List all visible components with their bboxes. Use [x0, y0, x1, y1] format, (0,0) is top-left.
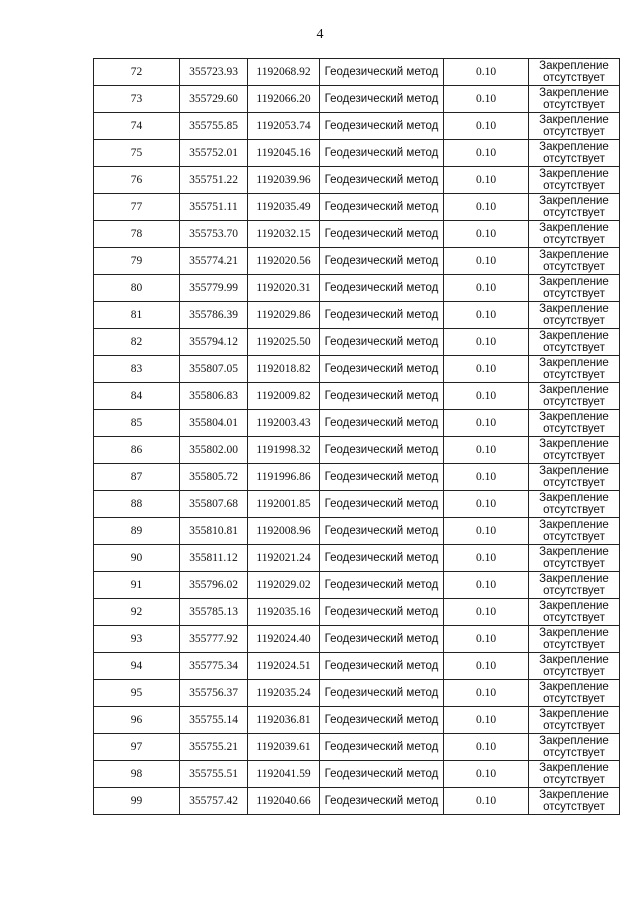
- note-line-2: отсутствует: [543, 477, 605, 489]
- table-row: [94, 194, 620, 221]
- accuracy-cell: 0.10: [444, 680, 529, 707]
- note-line-2: отсутствует: [543, 234, 605, 246]
- note-cell: [529, 167, 620, 194]
- table-row: [94, 302, 620, 329]
- page-number: 4: [316, 27, 324, 42]
- note-line-1: Закрепление: [539, 708, 609, 720]
- x-coordinate: 355777.92: [180, 626, 248, 653]
- y-coordinate: 1192025.50: [248, 329, 320, 356]
- x-coordinate: 355811.12: [180, 545, 248, 572]
- note-line-2: отсутствует: [543, 180, 605, 192]
- method-cell: Геодезический метод: [320, 221, 444, 248]
- table-row: [94, 572, 620, 599]
- note-line-2: отсутствует: [543, 504, 605, 516]
- x-coordinate: 355802.00: [180, 437, 248, 464]
- y-coordinate: 1192040.66: [248, 788, 320, 815]
- point-number: 79: [94, 248, 180, 275]
- y-coordinate: 1192009.82: [248, 383, 320, 410]
- note-line-1: Закрепление: [539, 735, 609, 747]
- y-coordinate: 1192029.02: [248, 572, 320, 599]
- note-line-1: Закрепление: [539, 168, 609, 180]
- note-cell: [529, 356, 620, 383]
- point-number: 99: [94, 788, 180, 815]
- table-row: [94, 626, 620, 653]
- note-line-2: отсутствует: [543, 720, 605, 732]
- note-line-2: отсутствует: [543, 693, 605, 705]
- table-row: [94, 680, 620, 707]
- note-line-2: отсутствует: [543, 423, 605, 435]
- method-cell: Геодезический метод: [320, 140, 444, 167]
- method-cell: Геодезический метод: [320, 545, 444, 572]
- y-coordinate: 1192036.81: [248, 707, 320, 734]
- method-cell: Геодезический метод: [320, 437, 444, 464]
- table-row: [94, 59, 620, 86]
- point-number: 93: [94, 626, 180, 653]
- point-number: 92: [94, 599, 180, 626]
- table-row: [94, 761, 620, 788]
- note-line-1: Закрепление: [539, 195, 609, 207]
- method-cell: Геодезический метод: [320, 572, 444, 599]
- accuracy-cell: 0.10: [444, 626, 529, 653]
- point-number: 84: [94, 383, 180, 410]
- accuracy-cell: 0.10: [444, 707, 529, 734]
- accuracy-cell: 0.10: [444, 167, 529, 194]
- note-line-1: Закрепление: [539, 789, 609, 801]
- method-cell: Геодезический метод: [320, 464, 444, 491]
- point-number: 89: [94, 518, 180, 545]
- note-line-1: Закрепление: [539, 303, 609, 315]
- note-line-1: Закрепление: [539, 519, 609, 531]
- x-coordinate: 355755.51: [180, 761, 248, 788]
- note-cell: [529, 194, 620, 221]
- note-cell: [529, 275, 620, 302]
- table-row: [94, 707, 620, 734]
- accuracy-cell: 0.10: [444, 140, 529, 167]
- note-cell: [529, 491, 620, 518]
- note-cell: [529, 140, 620, 167]
- note-line-2: отсутствует: [543, 396, 605, 408]
- note-cell: [529, 707, 620, 734]
- note-line-1: Закрепление: [539, 114, 609, 126]
- note-cell: [529, 734, 620, 761]
- note-line-2: отсутствует: [543, 450, 605, 462]
- method-cell: Геодезический метод: [320, 275, 444, 302]
- accuracy-cell: 0.10: [444, 113, 529, 140]
- note-line-2: отсутствует: [543, 153, 605, 165]
- coordinates-table: [93, 58, 620, 815]
- table-row: [94, 275, 620, 302]
- x-coordinate: 355774.21: [180, 248, 248, 275]
- accuracy-cell: 0.10: [444, 248, 529, 275]
- accuracy-cell: 0.10: [444, 572, 529, 599]
- note-line-2: отсутствует: [543, 99, 605, 111]
- note-cell: [529, 599, 620, 626]
- y-coordinate: 1192039.96: [248, 167, 320, 194]
- point-number: 86: [94, 437, 180, 464]
- y-coordinate: 1192045.16: [248, 140, 320, 167]
- note-line-2: отсутствует: [543, 639, 605, 651]
- note-cell: [529, 113, 620, 140]
- x-coordinate: 355785.13: [180, 599, 248, 626]
- table-row: [94, 140, 620, 167]
- note-cell: [529, 410, 620, 437]
- accuracy-cell: 0.10: [444, 788, 529, 815]
- x-coordinate: 355807.05: [180, 356, 248, 383]
- x-coordinate: 355729.60: [180, 86, 248, 113]
- note-cell: [529, 248, 620, 275]
- x-coordinate: 355751.11: [180, 194, 248, 221]
- x-coordinate: 355779.99: [180, 275, 248, 302]
- accuracy-cell: 0.10: [444, 734, 529, 761]
- accuracy-cell: 0.10: [444, 221, 529, 248]
- accuracy-cell: 0.10: [444, 59, 529, 86]
- note-line-1: Закрепление: [539, 276, 609, 288]
- accuracy-cell: 0.10: [444, 518, 529, 545]
- x-coordinate: 355805.72: [180, 464, 248, 491]
- note-line-2: отсутствует: [543, 342, 605, 354]
- note-line-1: Закрепление: [539, 681, 609, 693]
- note-line-2: отсутствует: [543, 207, 605, 219]
- y-coordinate: 1192039.61: [248, 734, 320, 761]
- note-line-2: отсутствует: [543, 126, 605, 138]
- note-line-1: Закрепление: [539, 357, 609, 369]
- method-cell: Геодезический метод: [320, 194, 444, 221]
- table-row: [94, 113, 620, 140]
- point-number: 73: [94, 86, 180, 113]
- y-coordinate: 1192024.40: [248, 626, 320, 653]
- table-body: [94, 59, 620, 815]
- method-cell: Геодезический метод: [320, 167, 444, 194]
- y-coordinate: 1192001.85: [248, 491, 320, 518]
- x-coordinate: 355753.70: [180, 221, 248, 248]
- method-cell: Геодезический метод: [320, 329, 444, 356]
- note-line-1: Закрепление: [539, 330, 609, 342]
- method-cell: Геодезический метод: [320, 356, 444, 383]
- note-cell: [529, 329, 620, 356]
- accuracy-cell: 0.10: [444, 356, 529, 383]
- point-number: 80: [94, 275, 180, 302]
- note-line-1: Закрепление: [539, 762, 609, 774]
- note-cell: [529, 464, 620, 491]
- x-coordinate: 355755.85: [180, 113, 248, 140]
- table-row: [94, 734, 620, 761]
- point-number: 83: [94, 356, 180, 383]
- point-number: 77: [94, 194, 180, 221]
- note-line-2: отсутствует: [543, 801, 605, 813]
- accuracy-cell: 0.10: [444, 464, 529, 491]
- method-cell: Геодезический метод: [320, 302, 444, 329]
- x-coordinate: 355755.21: [180, 734, 248, 761]
- method-cell: Геодезический метод: [320, 248, 444, 275]
- note-cell: [529, 383, 620, 410]
- note-line-2: отсутствует: [543, 612, 605, 624]
- table-row: [94, 653, 620, 680]
- note-line-2: отсутствует: [543, 558, 605, 570]
- point-number: 90: [94, 545, 180, 572]
- x-coordinate: 355752.01: [180, 140, 248, 167]
- note-cell: [529, 518, 620, 545]
- y-coordinate: 1192008.96: [248, 518, 320, 545]
- accuracy-cell: 0.10: [444, 437, 529, 464]
- method-cell: Геодезический метод: [320, 599, 444, 626]
- note-line-2: отсутствует: [543, 72, 605, 84]
- note-line-1: Закрепление: [539, 654, 609, 666]
- accuracy-cell: 0.10: [444, 194, 529, 221]
- note-line-1: Закрепление: [539, 438, 609, 450]
- method-cell: Геодезический метод: [320, 761, 444, 788]
- table-row: [94, 167, 620, 194]
- note-line-1: Закрепление: [539, 384, 609, 396]
- table-row: [94, 383, 620, 410]
- method-cell: Геодезический метод: [320, 410, 444, 437]
- accuracy-cell: 0.10: [444, 329, 529, 356]
- note-line-1: Закрепление: [539, 465, 609, 477]
- x-coordinate: 355757.42: [180, 788, 248, 815]
- table-row: [94, 518, 620, 545]
- accuracy-cell: 0.10: [444, 653, 529, 680]
- point-number: 94: [94, 653, 180, 680]
- accuracy-cell: 0.10: [444, 275, 529, 302]
- x-coordinate: 355756.37: [180, 680, 248, 707]
- accuracy-cell: 0.10: [444, 491, 529, 518]
- note-line-2: отсутствует: [543, 531, 605, 543]
- method-cell: Геодезический метод: [320, 491, 444, 518]
- note-cell: [529, 788, 620, 815]
- table-row: [94, 788, 620, 815]
- point-number: 74: [94, 113, 180, 140]
- y-coordinate: 1192020.31: [248, 275, 320, 302]
- x-coordinate: 355786.39: [180, 302, 248, 329]
- note-line-2: отсутствует: [543, 774, 605, 786]
- x-coordinate: 355807.68: [180, 491, 248, 518]
- point-number: 95: [94, 680, 180, 707]
- note-cell: [529, 626, 620, 653]
- point-number: 96: [94, 707, 180, 734]
- table-row: [94, 221, 620, 248]
- method-cell: Геодезический метод: [320, 518, 444, 545]
- method-cell: Геодезический метод: [320, 788, 444, 815]
- y-coordinate: 1192053.74: [248, 113, 320, 140]
- point-number: 85: [94, 410, 180, 437]
- y-coordinate: 1192035.24: [248, 680, 320, 707]
- note-cell: [529, 437, 620, 464]
- x-coordinate: 355796.02: [180, 572, 248, 599]
- y-coordinate: 1192021.24: [248, 545, 320, 572]
- method-cell: Геодезический метод: [320, 383, 444, 410]
- y-coordinate: 1192003.43: [248, 410, 320, 437]
- note-cell: [529, 572, 620, 599]
- table-row: [94, 545, 620, 572]
- x-coordinate: 355806.83: [180, 383, 248, 410]
- table-row: [94, 86, 620, 113]
- note-cell: [529, 761, 620, 788]
- accuracy-cell: 0.10: [444, 599, 529, 626]
- point-number: 82: [94, 329, 180, 356]
- y-coordinate: 1192032.15: [248, 221, 320, 248]
- note-line-2: отсутствует: [543, 585, 605, 597]
- point-number: 97: [94, 734, 180, 761]
- note-line-2: отсутствует: [543, 369, 605, 381]
- table-row: [94, 248, 620, 275]
- note-line-1: Закрепление: [539, 141, 609, 153]
- note-line-1: Закрепление: [539, 222, 609, 234]
- table-row: [94, 464, 620, 491]
- y-coordinate: 1192068.92: [248, 59, 320, 86]
- y-coordinate: 1191998.32: [248, 437, 320, 464]
- note-line-1: Закрепление: [539, 492, 609, 504]
- point-number: 76: [94, 167, 180, 194]
- table-row: [94, 329, 620, 356]
- table-row: [94, 410, 620, 437]
- y-coordinate: 1192035.16: [248, 599, 320, 626]
- point-number: 72: [94, 59, 180, 86]
- accuracy-cell: 0.10: [444, 410, 529, 437]
- y-coordinate: 1192018.82: [248, 356, 320, 383]
- y-coordinate: 1192035.49: [248, 194, 320, 221]
- x-coordinate: 355775.34: [180, 653, 248, 680]
- note-cell: [529, 302, 620, 329]
- point-number: 81: [94, 302, 180, 329]
- method-cell: Геодезический метод: [320, 680, 444, 707]
- note-line-2: отсутствует: [543, 315, 605, 327]
- y-coordinate: 1192066.20: [248, 86, 320, 113]
- y-coordinate: 1191996.86: [248, 464, 320, 491]
- note-line-2: отсутствует: [543, 666, 605, 678]
- x-coordinate: 355751.22: [180, 167, 248, 194]
- method-cell: Геодезический метод: [320, 626, 444, 653]
- note-cell: [529, 221, 620, 248]
- method-cell: Геодезический метод: [320, 113, 444, 140]
- method-cell: Геодезический метод: [320, 653, 444, 680]
- note-line-1: Закрепление: [539, 249, 609, 261]
- point-number: 88: [94, 491, 180, 518]
- accuracy-cell: 0.10: [444, 545, 529, 572]
- point-number: 87: [94, 464, 180, 491]
- note-cell: [529, 545, 620, 572]
- note-line-1: Закрепление: [539, 60, 609, 72]
- note-line-2: отсутствует: [543, 261, 605, 273]
- x-coordinate: 355804.01: [180, 410, 248, 437]
- note-line-1: Закрепление: [539, 411, 609, 423]
- point-number: 75: [94, 140, 180, 167]
- method-cell: Геодезический метод: [320, 59, 444, 86]
- note-cell: [529, 680, 620, 707]
- note-line-1: Закрепление: [539, 87, 609, 99]
- point-number: 98: [94, 761, 180, 788]
- note-line-2: отсутствует: [543, 288, 605, 300]
- y-coordinate: 1192020.56: [248, 248, 320, 275]
- y-coordinate: 1192024.51: [248, 653, 320, 680]
- accuracy-cell: 0.10: [444, 761, 529, 788]
- note-cell: [529, 59, 620, 86]
- accuracy-cell: 0.10: [444, 302, 529, 329]
- note-line-2: отсутствует: [543, 747, 605, 759]
- accuracy-cell: 0.10: [444, 86, 529, 113]
- accuracy-cell: 0.10: [444, 383, 529, 410]
- point-number: 78: [94, 221, 180, 248]
- point-number: 91: [94, 572, 180, 599]
- x-coordinate: 355794.12: [180, 329, 248, 356]
- table-row: [94, 356, 620, 383]
- x-coordinate: 355723.93: [180, 59, 248, 86]
- x-coordinate: 355755.14: [180, 707, 248, 734]
- note-line-1: Закрепление: [539, 546, 609, 558]
- method-cell: Геодезический метод: [320, 707, 444, 734]
- note-cell: [529, 86, 620, 113]
- x-coordinate: 355810.81: [180, 518, 248, 545]
- method-cell: Геодезический метод: [320, 734, 444, 761]
- note-line-1: Закрепление: [539, 573, 609, 585]
- method-cell: Геодезический метод: [320, 86, 444, 113]
- y-coordinate: 1192029.86: [248, 302, 320, 329]
- table-row: [94, 491, 620, 518]
- table-row: [94, 437, 620, 464]
- note-cell: [529, 653, 620, 680]
- y-coordinate: 1192041.59: [248, 761, 320, 788]
- table-row: [94, 599, 620, 626]
- note-line-1: Закрепление: [539, 627, 609, 639]
- note-line-1: Закрепление: [539, 600, 609, 612]
